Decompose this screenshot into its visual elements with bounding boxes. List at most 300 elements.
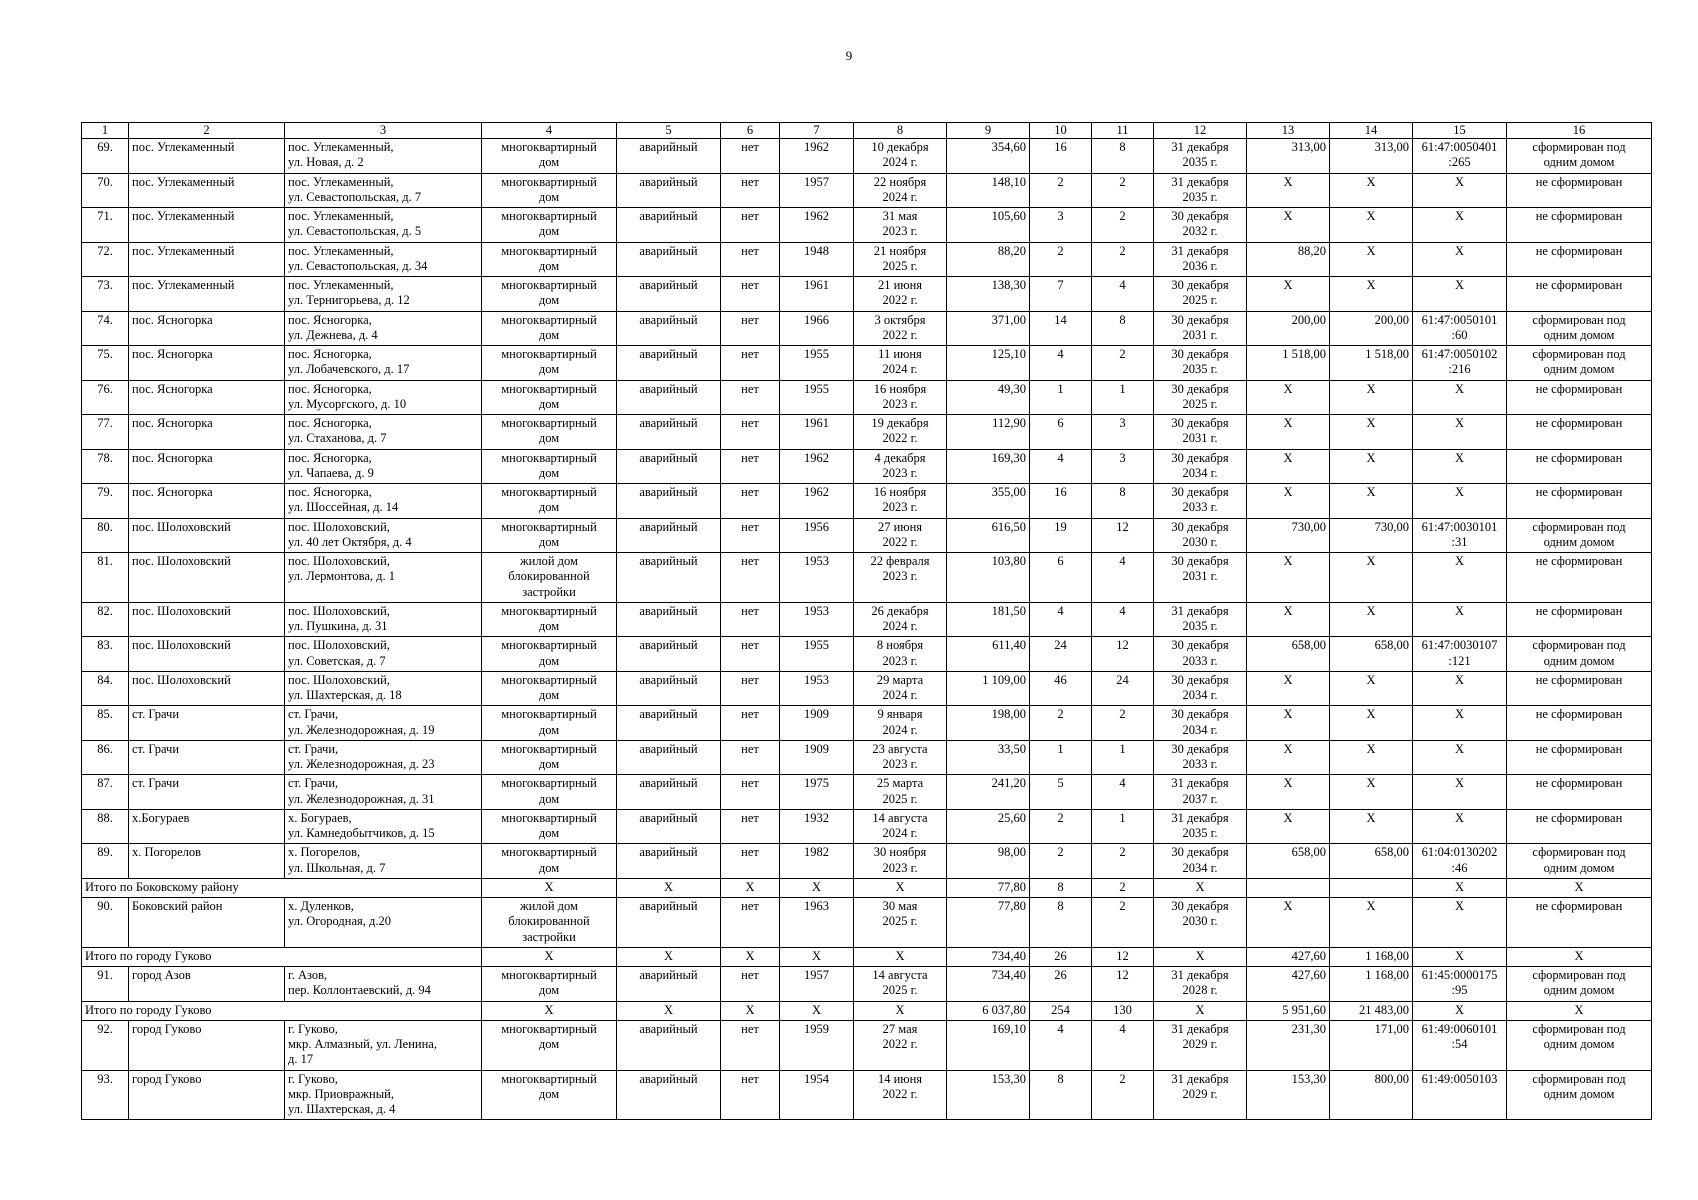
col-header: 3 [285,123,482,139]
column-10-cell: 14 [1030,311,1092,346]
cadastral-number-cell-line: X [1454,899,1465,913]
status-cell: аварийный [617,277,721,312]
recognition-date-cell [854,706,947,741]
area-cell: 98,00 [947,844,1030,879]
planned-date-cell-line: 30 декабря [1171,672,1229,687]
recognition-date-cell [854,844,947,879]
planned-date-cell-line: 30 декабря [1171,278,1229,292]
column-6-cell: нет [721,380,780,415]
cadastral-number-cell [1413,380,1507,415]
column-6-cell: нет [721,898,780,948]
column-14-cell: 730,00 [1330,518,1413,553]
address-cell-line: ул. Шахтерская, д. 4 [288,1102,396,1116]
status-cell: аварийный [617,449,721,484]
cadastral-number-cell-line: X [1454,776,1465,791]
address-cell [285,671,482,706]
planned-date-cell [1154,277,1247,312]
address-cell-line: д. 17 [288,1052,314,1067]
house-type-cell-line: дом [538,1037,560,1051]
row-number: 81. [82,553,129,603]
land-status-cell-line: не сформирован [1535,741,1623,756]
recognition-date-cell [854,809,947,844]
year-cell: 1953 [780,553,854,603]
recognition-date-cell-line: 2025 г. [882,983,918,998]
year-cell: 1961 [780,415,854,450]
table-row [82,242,1652,277]
settlement-cell: город Азов [129,967,285,1002]
column-13-cell: X [1247,553,1330,603]
cadastral-number-cell [1413,602,1507,637]
subtotal-c4: X [482,947,617,966]
cadastral-number-cell-line: :54 [1451,1037,1468,1051]
column-10-cell: 3 [1030,208,1092,243]
recognition-date-cell-line: 2025 г. [882,791,918,806]
settlement-cell: пос. Ясногорка [129,346,285,381]
cadastral-number-cell-line: 61:47:0050102 [1421,347,1498,361]
recognition-date-cell-line: 2024 г. [882,619,918,633]
column-13-cell: X [1247,809,1330,844]
planned-date-cell [1154,671,1247,706]
address-cell-line: ул. 40 лет Октября, д. 4 [288,534,412,549]
planned-date-cell-line: 2033 г. [1182,653,1218,668]
address-cell-line: пос. Ясногорка, [288,416,372,430]
column-10-cell: 19 [1030,518,1092,553]
land-status-cell-line: не сформирован [1535,278,1623,292]
planned-date-cell [1154,139,1247,174]
settlement-cell: пос. Ясногорка [129,449,285,484]
status-cell: аварийный [617,898,721,948]
house-type-cell [482,809,617,844]
year-cell: 1962 [780,208,854,243]
cadastral-number-cell [1413,277,1507,312]
recognition-date-cell [854,740,947,775]
house-type-cell [482,449,617,484]
address-cell-line: пос. Шолоховский, [288,554,390,568]
cadastral-number-cell-line: :46 [1451,860,1468,875]
recognition-date-cell-line: 2024 г. [882,189,918,204]
area-cell: 355,00 [947,484,1030,519]
column-14-cell: 658,00 [1330,844,1413,879]
column-6-cell: нет [721,277,780,312]
recognition-date-cell [854,277,947,312]
cadastral-number-cell-line: X [1454,554,1465,568]
land-status-cell [1507,277,1652,312]
subtotal-c8: X [854,1001,947,1020]
col-header: 14 [1330,123,1413,139]
house-type-cell-line: многоквартирный [501,519,597,534]
planned-date-cell [1154,208,1247,243]
area-cell: 112,90 [947,415,1030,450]
column-10-cell: 2 [1030,242,1092,277]
row-number: 73. [82,277,129,312]
house-type-cell [482,967,617,1002]
recognition-date-cell-line: 2024 г. [882,362,918,377]
planned-date-cell-line: 2028 г. [1182,983,1218,998]
column-6-cell: нет [721,449,780,484]
table-row [82,484,1652,519]
table-body [82,123,1652,1120]
table-row [82,844,1652,879]
subtotal-c7: X [780,947,854,966]
year-cell: 1975 [780,775,854,810]
planned-date-cell-line: 2030 г. [1182,534,1218,549]
settlement-cell: пос. Ясногорка [129,415,285,450]
column-11-cell: 3 [1092,449,1154,484]
subtotal-c8: X [854,947,947,966]
land-status-cell [1507,671,1652,706]
planned-date-cell-line: 30 декабря [1171,899,1229,913]
column-10-cell: 16 [1030,484,1092,519]
address-cell [285,242,482,277]
settlement-cell: Боковский район [129,898,285,948]
column-13-cell: 200,00 [1247,311,1330,346]
recognition-date-cell-line: 2023 г. [882,757,918,771]
cadastral-number-cell [1413,706,1507,741]
row-number: 71. [82,208,129,243]
house-type-cell-line: дом [538,224,560,239]
subtotal-c7: X [780,878,854,897]
subtotal-c4: X [482,878,617,897]
column-6-cell: нет [721,553,780,603]
address-cell [285,173,482,208]
row-number: 87. [82,775,129,810]
house-type-cell-line: многоквартирный [501,209,597,223]
planned-date-cell-line: 2035 г. [1182,826,1218,840]
year-cell: 1953 [780,602,854,637]
table-row [82,208,1652,243]
subtotal-c12: X [1154,947,1247,966]
address-cell [285,553,482,603]
area-cell: 88,20 [947,242,1030,277]
planned-date-cell-line: 31 декабря [1171,140,1229,154]
column-13-cell: X [1247,449,1330,484]
subtotal-c6: X [721,878,780,897]
planned-date-cell-line: 30 декабря [1171,450,1229,465]
column-11-cell: 2 [1092,242,1154,277]
subtotal-area: 6 037,80 [947,1001,1030,1020]
recognition-date-cell-line: 27 мая [882,1021,918,1036]
subtotal-c16: X [1507,1001,1652,1020]
recognition-date-cell-line: 2023 г. [882,396,918,411]
house-type-cell-line: дом [538,722,560,737]
land-status-cell-line: не сформирован [1535,810,1623,825]
address-cell-line: пос. Ясногорка, [288,381,372,396]
house-type-cell-line: дом [538,396,560,411]
area-cell: 371,00 [947,311,1030,346]
area-cell: 77,80 [947,898,1030,948]
cadastral-number-cell [1413,1020,1507,1070]
house-type-cell [482,311,617,346]
settlement-cell: пос. Углекаменный [129,208,285,243]
land-status-cell-line: не сформирован [1535,450,1623,465]
cadastral-number-cell-line: 61:47:0030107 [1421,638,1498,653]
column-13-cell: X [1247,775,1330,810]
subtotal-c15: X [1413,878,1507,897]
cadastral-number-cell [1413,484,1507,519]
house-type-cell [482,1070,617,1120]
house-type-cell-line: многоквартирный [501,707,597,722]
subtotal-c13 [1247,878,1330,897]
column-14-cell: 200,00 [1330,311,1413,346]
column-10-cell: 46 [1030,671,1092,706]
subtotal-row [82,1001,1652,1020]
recognition-date-cell-line: 30 мая [882,899,918,913]
area-cell: 25,60 [947,809,1030,844]
column-10-cell: 8 [1030,898,1092,948]
address-cell-line: ул. Огородная, д.20 [288,914,392,929]
cadastral-number-cell [1413,518,1507,553]
column-14-cell: X [1330,809,1413,844]
planned-date-cell-line: 2030 г. [1182,914,1218,929]
land-status-cell [1507,898,1652,948]
subtotal-c11: 130 [1092,1001,1154,1020]
column-6-cell: нет [721,208,780,243]
column-13-cell: X [1247,671,1330,706]
subtotal-c5: X [617,878,721,897]
subtotal-c10: 254 [1030,1001,1092,1020]
address-cell-line: пос. Углекаменный, [288,140,394,154]
land-status-cell [1507,380,1652,415]
planned-date-cell [1154,415,1247,450]
recognition-date-cell-line: 2024 г. [882,155,918,170]
address-cell-line: х. Дуленков, [288,899,354,913]
recognition-date-cell-line: 19 декабря [871,416,929,430]
cadastral-number-cell-line: X [1454,707,1465,722]
house-type-cell-line: многоквартирный [501,140,597,154]
recognition-date-cell [854,602,947,637]
status-cell: аварийный [617,311,721,346]
cadastral-number-cell [1413,967,1507,1002]
house-type-cell-line: застройки [522,584,576,599]
recognition-date-cell-line: 2022 г. [882,1086,918,1101]
row-number: 88. [82,809,129,844]
table-row [82,553,1652,603]
row-number: 70. [82,173,129,208]
column-14-cell: X [1330,449,1413,484]
status-cell: аварийный [617,1070,721,1120]
column-14-cell: X [1330,173,1413,208]
planned-date-cell-line: 31 декабря [1171,776,1229,791]
land-status-cell-line: сформирован под [1532,312,1626,327]
settlement-cell: пос. Шолоховский [129,671,285,706]
subtotal-c12: X [1154,1001,1247,1020]
housing-table [81,122,1652,1120]
recognition-date-cell [854,311,947,346]
subtotal-c16: X [1507,947,1652,966]
address-cell-line: ул. Дежнева, д. 4 [288,327,378,342]
row-number: 85. [82,706,129,741]
row-number: 78. [82,449,129,484]
house-type-cell [482,415,617,450]
cadastral-number-cell-line: X [1454,174,1465,189]
cadastral-number-cell [1413,139,1507,174]
year-cell: 1909 [780,740,854,775]
row-number: 89. [82,844,129,879]
table-row [82,277,1652,312]
subtotal-c13: 427,60 [1247,947,1330,966]
house-type-cell-line: многоквартирный [501,810,597,825]
planned-date-cell [1154,844,1247,879]
house-type-cell-line: многоквартирный [501,312,597,327]
address-cell-line: ул. Севастопольская, д. 7 [288,189,422,204]
area-cell: 105,60 [947,208,1030,243]
address-cell [285,602,482,637]
area-cell: 198,00 [947,706,1030,741]
row-number: 72. [82,242,129,277]
planned-date-cell-line: 31 декабря [1171,603,1229,618]
recognition-date-cell-line: 2024 г. [882,826,918,840]
column-10-cell: 24 [1030,637,1092,672]
column-6-cell: нет [721,1070,780,1120]
house-type-cell-line: многоквартирный [501,347,597,361]
address-cell [285,844,482,879]
year-cell: 1963 [780,898,854,948]
cadastral-number-cell-line: 61:49:0060101 [1421,1021,1498,1036]
subtotal-row [82,947,1652,966]
recognition-date-cell-line: 31 мая [882,209,918,223]
table-row [82,809,1652,844]
settlement-cell: пос. Углекаменный [129,277,285,312]
area-cell: 169,10 [947,1020,1030,1070]
house-type-cell [482,553,617,603]
planned-date-cell [1154,775,1247,810]
planned-date-cell-line: 30 декабря [1171,381,1229,396]
planned-date-cell-line: 2031 г. [1182,327,1218,342]
column-6-cell: нет [721,775,780,810]
cadastral-number-cell [1413,1070,1507,1120]
house-type-cell-line: дом [538,619,560,633]
land-status-cell-line: сформирован под [1532,140,1626,154]
planned-date-cell-line: 30 декабря [1171,638,1229,653]
planned-date-cell-line: 30 декабря [1171,485,1229,499]
area-cell: 241,20 [947,775,1030,810]
recognition-date-cell [854,518,947,553]
address-cell-line: ул. Севастопольская, д. 5 [288,224,422,239]
address-cell [285,311,482,346]
subtotal-c14: 21 483,00 [1330,1001,1413,1020]
column-14-cell: 1 168,00 [1330,967,1413,1002]
recognition-date-cell-line: 3 октября [874,312,926,327]
house-type-cell-line: дом [538,362,560,377]
address-cell [285,740,482,775]
house-type-cell-line: дом [538,155,560,170]
house-type-cell [482,898,617,948]
col-header: 1 [82,123,129,139]
address-cell-line: ул. Новая, д. 2 [288,155,364,170]
planned-date-cell-line: 2034 г. [1182,860,1218,875]
cadastral-number-cell-line: X [1454,741,1465,756]
cadastral-number-cell-line: 61:45:0000175 [1421,968,1498,982]
recognition-date-cell-line: 2024 г. [882,688,918,702]
planned-date-cell [1154,449,1247,484]
subtotal-c10: 8 [1030,878,1092,897]
year-cell: 1948 [780,242,854,277]
land-status-cell [1507,844,1652,879]
planned-date-cell [1154,740,1247,775]
col-header: 9 [947,123,1030,139]
house-type-cell [482,706,617,741]
year-cell: 1909 [780,706,854,741]
row-number: 77. [82,415,129,450]
column-6-cell: нет [721,809,780,844]
house-type-cell-line: дом [538,258,560,273]
cadastral-number-cell [1413,775,1507,810]
cadastral-number-cell-line: X [1454,243,1465,258]
recognition-date-cell [854,898,947,948]
planned-date-cell-line: 2034 г. [1182,722,1218,737]
column-13-cell: 730,00 [1247,518,1330,553]
address-cell [285,898,482,948]
subtotal-label: Итого по Боковскому району [82,878,482,897]
subtotal-c14 [1330,878,1413,897]
status-cell: аварийный [617,844,721,879]
house-type-cell [482,242,617,277]
table-row [82,740,1652,775]
address-cell-line: мкр. Приовражный, [288,1086,394,1101]
area-cell: 181,50 [947,602,1030,637]
address-cell [285,449,482,484]
table-row [82,1070,1652,1120]
recognition-date-cell-line: 27 июня [877,519,923,534]
settlement-cell: х.Богураев [129,809,285,844]
column-10-cell: 8 [1030,1070,1092,1120]
cadastral-number-cell [1413,809,1507,844]
planned-date-cell-line: 30 декабря [1171,209,1229,223]
house-type-cell-line: блокированной [508,914,590,929]
recognition-date-cell-line: 2023 г. [882,465,918,480]
settlement-cell: ст. Грачи [129,775,285,810]
house-type-cell-line: многоквартирный [501,174,597,189]
planned-date-cell [1154,1070,1247,1120]
cadastral-number-cell-line: :95 [1451,983,1468,998]
house-type-cell [482,484,617,519]
table-row [82,967,1652,1002]
house-type-cell-line: дом [538,688,560,702]
house-type-cell [482,1020,617,1070]
address-cell-line: ул. Лобачевского, д. 17 [288,362,410,377]
land-status-cell-line: не сформирован [1535,174,1623,189]
cadastral-number-cell-line: X [1454,810,1465,825]
column-13-cell: 231,30 [1247,1020,1330,1070]
column-13-cell: 88,20 [1247,242,1330,277]
house-type-cell-line: дом [538,327,560,342]
column-14-cell: X [1330,242,1413,277]
house-type-cell [482,671,617,706]
col-header: 12 [1154,123,1247,139]
column-6-cell: нет [721,671,780,706]
column-11-cell: 2 [1092,346,1154,381]
land-status-cell-line: одним домом [1543,362,1615,377]
address-cell-line: ул. Железнодорожная, д. 31 [288,791,435,806]
address-cell [285,277,482,312]
planned-date-cell [1154,706,1247,741]
land-status-cell-line: одним домом [1543,983,1615,998]
land-status-cell [1507,311,1652,346]
cadastral-number-cell [1413,740,1507,775]
recognition-date-cell [854,637,947,672]
column-14-cell: 658,00 [1330,637,1413,672]
land-status-cell-line: одним домом [1543,860,1615,875]
column-11-cell: 4 [1092,277,1154,312]
column-14-cell: X [1330,740,1413,775]
house-type-cell-line: многоквартирный [501,381,597,396]
cadastral-number-cell [1413,553,1507,603]
column-10-cell: 6 [1030,415,1092,450]
address-cell-line: пос. Ясногорка, [288,347,372,361]
area-cell: 354,60 [947,139,1030,174]
status-cell: аварийный [617,637,721,672]
recognition-date-cell-line: 25 марта [876,776,924,791]
